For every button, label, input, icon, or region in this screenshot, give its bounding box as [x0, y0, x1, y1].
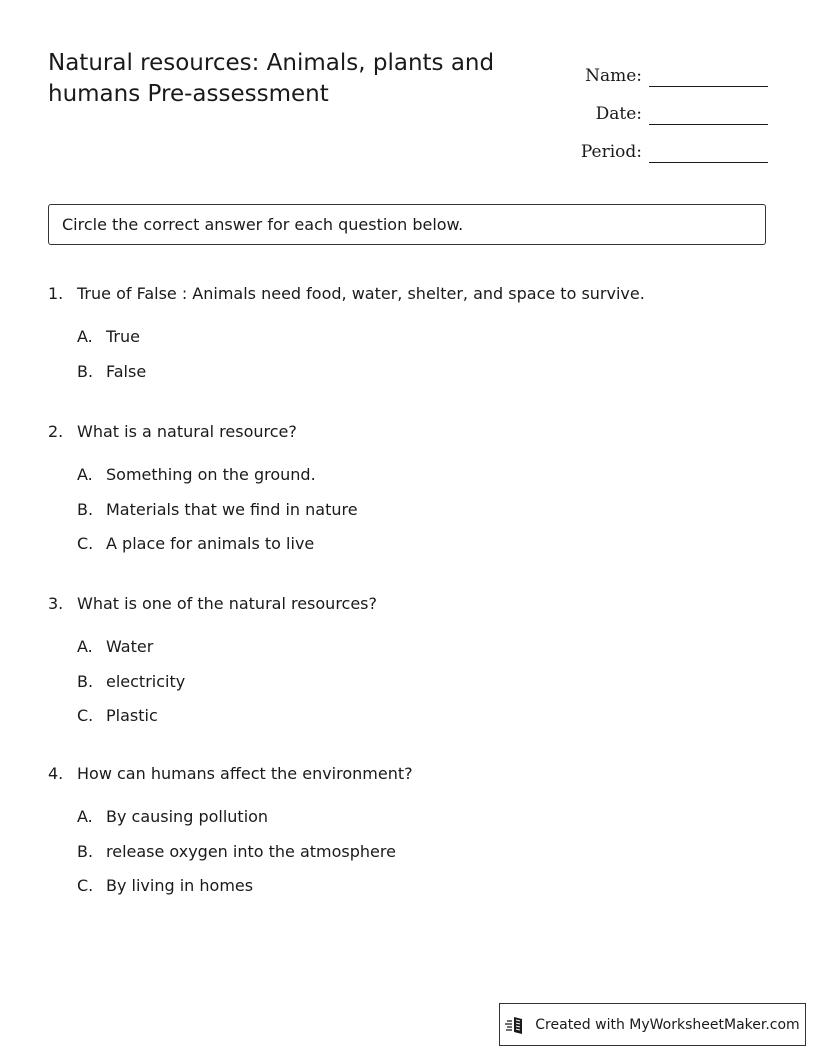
worksheet-maker-logo-icon — [505, 1014, 529, 1036]
option-text: Something on the ground. — [106, 465, 316, 484]
question-1 — [48, 284, 766, 396]
answer-option[interactable] — [48, 706, 766, 741]
option-text: electricity — [106, 671, 186, 691]
date-line[interactable] — [649, 123, 768, 125]
option-text: Plastic — [106, 706, 158, 725]
answer-option[interactable] — [48, 534, 766, 569]
option-text: release oxygen into the atmosphere — [106, 841, 396, 861]
period-line[interactable] — [649, 161, 768, 163]
question-prompt: True of False : Animals need food, water, shelter, and space to survive. — [77, 284, 645, 303]
option-text: By causing pollution — [106, 807, 269, 826]
option-letter: B. — [77, 499, 94, 519]
name-label: Name: — [585, 66, 642, 86]
answer-option[interactable] — [48, 500, 766, 535]
option-text: A place for animals to live — [106, 534, 315, 553]
question-text — [48, 284, 766, 304]
answer-option[interactable] — [48, 362, 766, 397]
name-field[interactable] — [581, 52, 768, 90]
question-prompt: What is one of the natural resources? — [77, 594, 378, 613]
option-text: By living in homes — [106, 876, 254, 895]
question-text — [48, 422, 766, 442]
option-letter: C. — [77, 534, 94, 553]
option-letter: C. — [77, 876, 94, 895]
option-letter: B. — [77, 841, 94, 861]
worksheet-title: Natural resources: Animals, plants and humans Pre-assessment — [48, 50, 495, 107]
answer-options — [48, 637, 766, 741]
question-prompt: What is a natural resource? — [77, 422, 297, 441]
question-number: 2. — [48, 422, 64, 441]
option-letter: A. — [77, 465, 93, 484]
answer-option[interactable] — [48, 465, 766, 500]
question-text — [48, 594, 766, 614]
footer-credit[interactable] — [499, 1003, 806, 1046]
question-number: 1. — [48, 284, 64, 303]
option-text: Materials that we find in nature — [106, 499, 358, 519]
option-letter: B. — [77, 361, 94, 381]
answer-option[interactable] — [48, 842, 766, 877]
date-field[interactable] — [581, 90, 768, 128]
period-field[interactable] — [581, 128, 768, 166]
question-text — [48, 764, 766, 784]
option-letter: A. — [77, 327, 93, 346]
answer-option[interactable] — [48, 876, 766, 911]
answer-option[interactable] — [48, 672, 766, 707]
credit-text: Created with MyWorksheetMaker.com — [535, 1016, 800, 1033]
option-letter: A. — [77, 637, 93, 656]
option-text: False — [106, 361, 147, 381]
date-label: Date: — [595, 104, 642, 124]
option-text: True — [106, 327, 140, 346]
question-number: 3. — [48, 594, 64, 613]
option-letter: C. — [77, 706, 94, 725]
answer-option[interactable] — [48, 637, 766, 672]
question-4 — [48, 764, 766, 911]
question-3 — [48, 594, 766, 741]
answer-options — [48, 327, 766, 396]
answer-options — [48, 465, 766, 569]
question-number: 4. — [48, 764, 64, 783]
option-letter: B. — [77, 671, 94, 691]
answer-options — [48, 807, 766, 911]
answer-option[interactable] — [48, 327, 766, 362]
instructions-box: Circle the correct answer for each question below. — [48, 204, 766, 245]
student-info-fields — [581, 52, 768, 166]
answer-option[interactable] — [48, 807, 766, 842]
option-letter: A. — [77, 807, 93, 826]
question-2 — [48, 422, 766, 569]
name-line[interactable] — [649, 85, 768, 87]
option-text: Water — [106, 637, 154, 656]
period-label: Period: — [580, 142, 642, 162]
question-prompt: How can humans affect the environment? — [77, 764, 413, 783]
